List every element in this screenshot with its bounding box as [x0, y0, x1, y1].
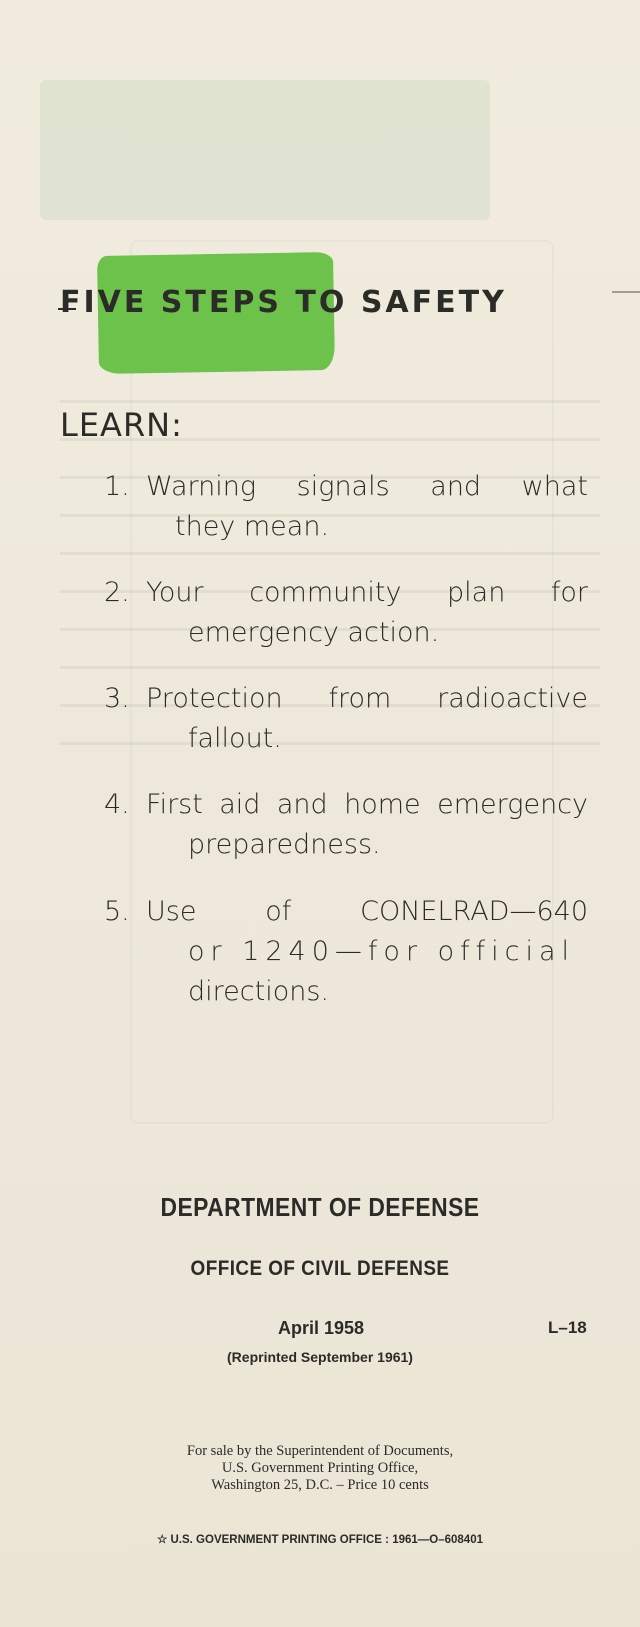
step-number: 4.	[104, 789, 130, 820]
step-text-continued: they mean.	[175, 511, 330, 542]
leaflet-code: L–18	[548, 1318, 587, 1337]
publication-date: April 1958	[278, 1318, 365, 1338]
department-name: DEPARTMENT OF DEFENSE	[160, 1192, 480, 1222]
page-heading: FIVE STEPS TO SAFETY	[60, 285, 507, 320]
sale-line: For sale by the Superintendent of Documents,	[186, 1443, 454, 1459]
step-text-continued: preparedness.	[188, 829, 381, 860]
step-text-continued: emergency action.	[188, 617, 440, 648]
step-text: Warning signals and what	[146, 471, 588, 502]
step-text: Protection from radioactive	[146, 683, 588, 714]
sale-notice	[0, 1443, 640, 1494]
step-text-continued: directions.	[188, 976, 329, 1007]
step-text: Your community plan for	[146, 577, 588, 608]
page-edge-mark	[612, 291, 640, 293]
step-number: 2.	[104, 577, 130, 608]
step-text-continued: or 1240—for official	[188, 936, 576, 967]
step-text: Use of CONELRAD—640	[146, 896, 588, 927]
reprint-note: (Reprinted September 1961)	[227, 1349, 413, 1365]
step-number: 3.	[104, 683, 130, 714]
step-text-continued: fallout.	[188, 723, 282, 754]
sale-line: Washington 25, D.C. – Price 10 cents	[211, 1477, 429, 1493]
step-number: 1.	[104, 471, 130, 502]
step-number: 5.	[104, 896, 130, 927]
learn-label: LEARN:	[60, 406, 183, 444]
green-brush-stroke	[108, 356, 276, 368]
bleed-through-block	[40, 80, 490, 220]
printer-imprint: ☆ U.S. GOVERNMENT PRINTING OFFICE : 1961—O–608401	[156, 1534, 483, 1546]
sale-line: U.S. Government Printing Office,	[221, 1460, 419, 1476]
office-name: OFFICE OF CIVIL DEFENSE	[190, 1257, 450, 1280]
step-text: First aid and home emergency	[146, 789, 588, 820]
